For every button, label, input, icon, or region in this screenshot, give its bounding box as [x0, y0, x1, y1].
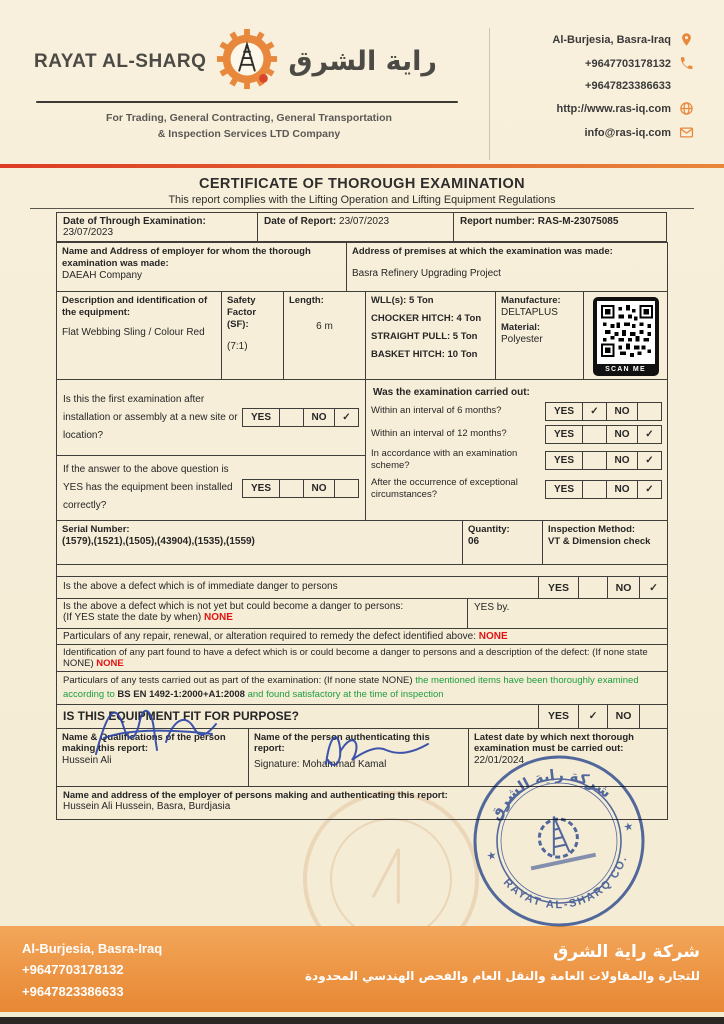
serial-number-value: (1579),(1521),(1505),(43904),(1535),(1559)	[62, 535, 255, 547]
identification-value: NONE	[96, 658, 124, 669]
identification-cell	[57, 645, 667, 671]
subtitle-rule	[30, 208, 694, 209]
row-equipment	[57, 292, 667, 380]
stamp-text-english: RAYAT AL-SHARQ CO.	[500, 853, 630, 912]
next-examination-label: Latest date by which next thorough examination must be carried out:	[474, 731, 634, 755]
authenticator-signature-ink	[318, 722, 438, 777]
co1-no-box: NO	[606, 402, 638, 421]
immediate-danger-question: Is the above a defect which is of immediate danger to persons	[63, 581, 338, 592]
report-number	[453, 212, 667, 242]
carried-out-header: Was the examination carried out:	[373, 387, 530, 398]
fit-yes-box: YES	[538, 705, 578, 728]
next-examination-date: 22/01/2024	[474, 755, 525, 767]
authenticator-signature: Signature: Mohammad Kamal	[254, 759, 387, 771]
first-exam-question1-text: Is this the first examination after installation or assembly at a new site or location?	[63, 393, 238, 441]
wll-label: WLL(s): 5 Ton	[371, 295, 434, 306]
employer-cell	[57, 243, 347, 291]
manufacture-label: Manufacture:	[501, 295, 561, 306]
contact-website-text: http://www.ras-iq.com	[556, 102, 671, 115]
q1-yes-mark-box	[279, 408, 304, 427]
email-icon	[679, 125, 694, 140]
report-employer-label: Name and address of the employer of persons making and authenticating this report:	[63, 789, 448, 801]
contact-phone2	[502, 80, 694, 92]
date-exam-value: 23/07/2023	[63, 227, 114, 238]
equipment-description-value: Flat Webbing Sling / Colour Red	[62, 326, 205, 338]
co4-no-box: NO	[606, 480, 638, 499]
length-cell	[284, 292, 366, 379]
co2-no-box: NO	[606, 425, 638, 444]
co3-no-mark: ✓	[637, 451, 662, 470]
manufacture-cell	[496, 292, 584, 379]
q2-yes-box: YES	[242, 479, 280, 498]
co1-yes-mark: ✓	[582, 402, 607, 421]
safety-factor-cell	[222, 292, 284, 379]
straight-pull: STRAIGHT PULL: 5 Ton	[371, 330, 478, 342]
contact-email-text: info@ras-iq.com	[584, 126, 671, 139]
inspection-method-label: Inspection Method:	[548, 524, 636, 535]
wll-cell	[366, 292, 496, 379]
row-future-danger	[57, 599, 667, 629]
company-name-en: RAYAT AL-SHARQ	[34, 50, 207, 72]
report-employer-value: Hussein Ali Hussein, Basra, Burdjasia	[63, 801, 231, 813]
carried-out-q4: After the occurrence of exceptional circumstances?	[371, 476, 518, 501]
spacer-row	[57, 565, 667, 577]
fit-no-mark	[639, 705, 667, 728]
co3-yes-mark	[582, 451, 607, 470]
immediate-yes-box: YES	[538, 577, 578, 598]
carried-out-row-4	[371, 477, 662, 502]
row-repairs	[57, 629, 667, 645]
logo-divider	[36, 101, 458, 103]
footer-phone2: +9647823386633	[22, 983, 124, 999]
qr-cell	[584, 292, 667, 379]
carried-out-q2: Within an interval of 12 months?	[371, 428, 507, 440]
co4-yes-mark	[582, 480, 607, 499]
footer-address: Al-Burjesia, Basra-Iraq	[22, 941, 163, 956]
first-exam-question2-text: If the answer to the above question is YES has the equipment been installed correctly?	[63, 464, 233, 511]
footer-bar	[0, 926, 724, 1012]
first-exam-question2	[57, 456, 365, 520]
employer-label: Name and Address of employer for whom the thorough examination was made:	[62, 246, 311, 269]
contact-block	[489, 28, 694, 160]
tests-result-1: the mentioned items have been thoroughly examined according to	[63, 675, 639, 700]
co1-no-mark	[637, 402, 662, 421]
material-value: Polyester	[501, 333, 543, 345]
date-exam-label: Date of Through Examination:	[63, 216, 206, 227]
report-maker-label: Name & Qualifications of the person making this report:	[62, 731, 226, 755]
co2-yes-mark	[582, 425, 607, 444]
date-report-label: Date of Report:	[264, 216, 337, 227]
contact-phone1	[502, 56, 694, 71]
repairs-cell	[57, 629, 667, 644]
material-label: Material:	[501, 321, 541, 333]
header-divider-line	[0, 164, 724, 168]
contact-phone2-text: +9647823386633	[585, 80, 671, 92]
first-examination-cell	[57, 380, 366, 520]
fit-for-purpose-question: IS THIS EQUIPMENT FIT FOR PURPOSE?	[63, 708, 300, 723]
contact-phone1-text: +9647703178132	[585, 57, 671, 70]
date-report-value: 23/07/2023	[339, 216, 390, 227]
stamp-emblem	[522, 810, 596, 869]
co1-yes-box: YES	[545, 402, 583, 421]
quantity-cell	[463, 521, 543, 564]
tagline-line1: For Trading, General Contracting, General Transportation	[106, 112, 392, 124]
company-name-ar: راية الشرق	[288, 46, 437, 77]
date-of-examination	[56, 212, 258, 242]
scan-me-label: SCAN ME	[605, 366, 646, 373]
co2-yes-box: YES	[545, 425, 583, 444]
carried-out-q1: Within an interval of 6 months?	[371, 405, 502, 417]
tagline-line2: & Inspection Services LTD Company	[157, 127, 341, 140]
maker-signature-ink	[86, 698, 226, 770]
safety-factor-label: Safety Factor (SF):	[227, 295, 257, 330]
row-employer-premises	[57, 243, 667, 292]
globe-icon	[679, 101, 694, 116]
footer-contact	[0, 926, 162, 1012]
row-immediate-danger	[57, 577, 667, 599]
carried-out-row-3	[371, 448, 662, 473]
carried-out-row-2	[371, 425, 662, 444]
contact-address	[502, 32, 694, 47]
row-examination-questions	[57, 380, 667, 521]
identification-question: Identification of any part found to have a defect which is or could become a danger to persons and a description of the defect: (If none state NONE)	[63, 647, 648, 669]
footer-tagline-arabic: للتجارة والمقاولات العامة والنقل العام والفحص الهندسي المحدودة	[304, 968, 700, 983]
qr-code	[593, 297, 659, 376]
footer-phone1: +9647703178132	[22, 962, 124, 978]
premises-label: Address of premises at which the examination was made:	[352, 246, 613, 257]
yes-by-cell: YES by.	[467, 599, 667, 628]
gear-logo-icon	[216, 28, 278, 95]
repairs-value: NONE	[478, 631, 508, 642]
contact-address-text: Al-Burjesia, Basra-Iraq	[552, 33, 671, 46]
tests-result-2: and found satisfactory at the time of inspection	[247, 688, 444, 700]
co2-no-mark: ✓	[637, 425, 662, 444]
co4-no-mark: ✓	[637, 480, 662, 499]
premises-cell	[347, 243, 667, 291]
immediate-no-mark: ✓	[639, 577, 667, 598]
inspection-method-cell	[543, 521, 667, 564]
q1-yes-box: YES	[242, 408, 280, 427]
quantity-value: 06	[468, 535, 480, 547]
equipment-description-label: Description and identification of the equipment:	[62, 295, 208, 318]
fit-no-box: NO	[607, 705, 639, 728]
inspection-method-value: VT & Dimension check	[548, 535, 651, 547]
carried-out-row-1	[371, 402, 662, 421]
report-maker-name: Hussein Ali	[62, 755, 112, 767]
length-value: 6 m	[316, 320, 333, 332]
manufacture-value: DELTAPLUS	[501, 306, 558, 318]
logo-block	[34, 28, 464, 160]
co4-yes-box: YES	[545, 480, 583, 499]
future-danger-value: NONE	[204, 612, 233, 623]
stamp-star-right: ★	[622, 820, 635, 835]
dates-row	[56, 212, 668, 242]
safety-factor-value: (7:1)	[227, 340, 248, 352]
row-identification	[57, 645, 667, 672]
contact-email	[502, 125, 694, 140]
immediate-yes-mark	[578, 577, 607, 598]
quantity-label: Quantity:	[468, 524, 510, 535]
stamp-star-left: ★	[485, 849, 498, 864]
q1-no-mark-box: ✓	[334, 408, 359, 427]
carried-out-cell	[366, 380, 667, 520]
report-number-value: RAS-M-23075085	[537, 216, 619, 227]
stamp-text-arabic: شركة راية الشرق	[485, 765, 616, 824]
equipment-description-cell	[57, 292, 222, 379]
co3-no-box: NO	[606, 451, 638, 470]
fit-yes-mark: ✓	[578, 705, 607, 728]
future-danger-question-cell	[57, 599, 467, 628]
contact-website	[502, 101, 694, 116]
carried-out-q3: In accordance with an examination scheme?	[371, 448, 518, 472]
date-of-report	[257, 212, 454, 242]
immediate-no-box: NO	[607, 577, 639, 598]
q2-yes-mark-box	[279, 479, 304, 498]
q2-no-box: NO	[303, 479, 335, 498]
future-danger-note: (If YES state the date by when)	[63, 612, 202, 623]
basket-hitch: BASKET HITCH: 10 Ton	[371, 348, 478, 360]
q1-no-box: NO	[303, 408, 335, 427]
page-title: CERTIFICATE OF THOROUGH EXAMINATION	[198, 176, 525, 192]
chocker-hitch: CHOCKER HITCH: 4 Ton	[371, 312, 482, 324]
authenticator-label: Name of the person authenticating this report:	[254, 731, 430, 755]
phone-icon	[679, 56, 694, 71]
repairs-question: Particulars of any repair, renewal, or alteration required to remedy the defect identified above:	[63, 631, 477, 642]
premises-value: Basra Refinery Upgrading Project	[352, 267, 501, 279]
row-serial	[57, 521, 667, 565]
length-label: Length:	[289, 295, 324, 306]
header	[34, 28, 694, 160]
footer-company-arabic: شركة راية الشرق	[553, 942, 700, 962]
page-subtitle: This report complies with the Lifting Operation and Lifting Equipment Regulations	[168, 194, 556, 206]
co3-yes-box: YES	[545, 451, 583, 470]
location-pin-icon	[679, 32, 694, 47]
scan-edge-strip	[0, 1017, 724, 1024]
footer-arabic	[305, 926, 724, 1012]
first-exam-question1	[57, 380, 365, 456]
serial-number-cell	[57, 521, 463, 564]
tests-question: Particulars of any tests carried out as part of the examination: (If none state NONE)	[63, 675, 413, 686]
tests-standard: BS EN 1492-1:2000+A1:2008	[117, 688, 245, 700]
serial-number-label: Serial Number:	[62, 524, 130, 535]
q2-no-mark-box	[334, 479, 359, 498]
future-danger-question: Is the above a defect which is not yet but could become a danger to persons:	[63, 601, 404, 612]
employer-value: DAEAH Company	[62, 269, 143, 281]
report-number-label: Report number:	[460, 216, 535, 227]
company-stamp	[468, 750, 650, 932]
